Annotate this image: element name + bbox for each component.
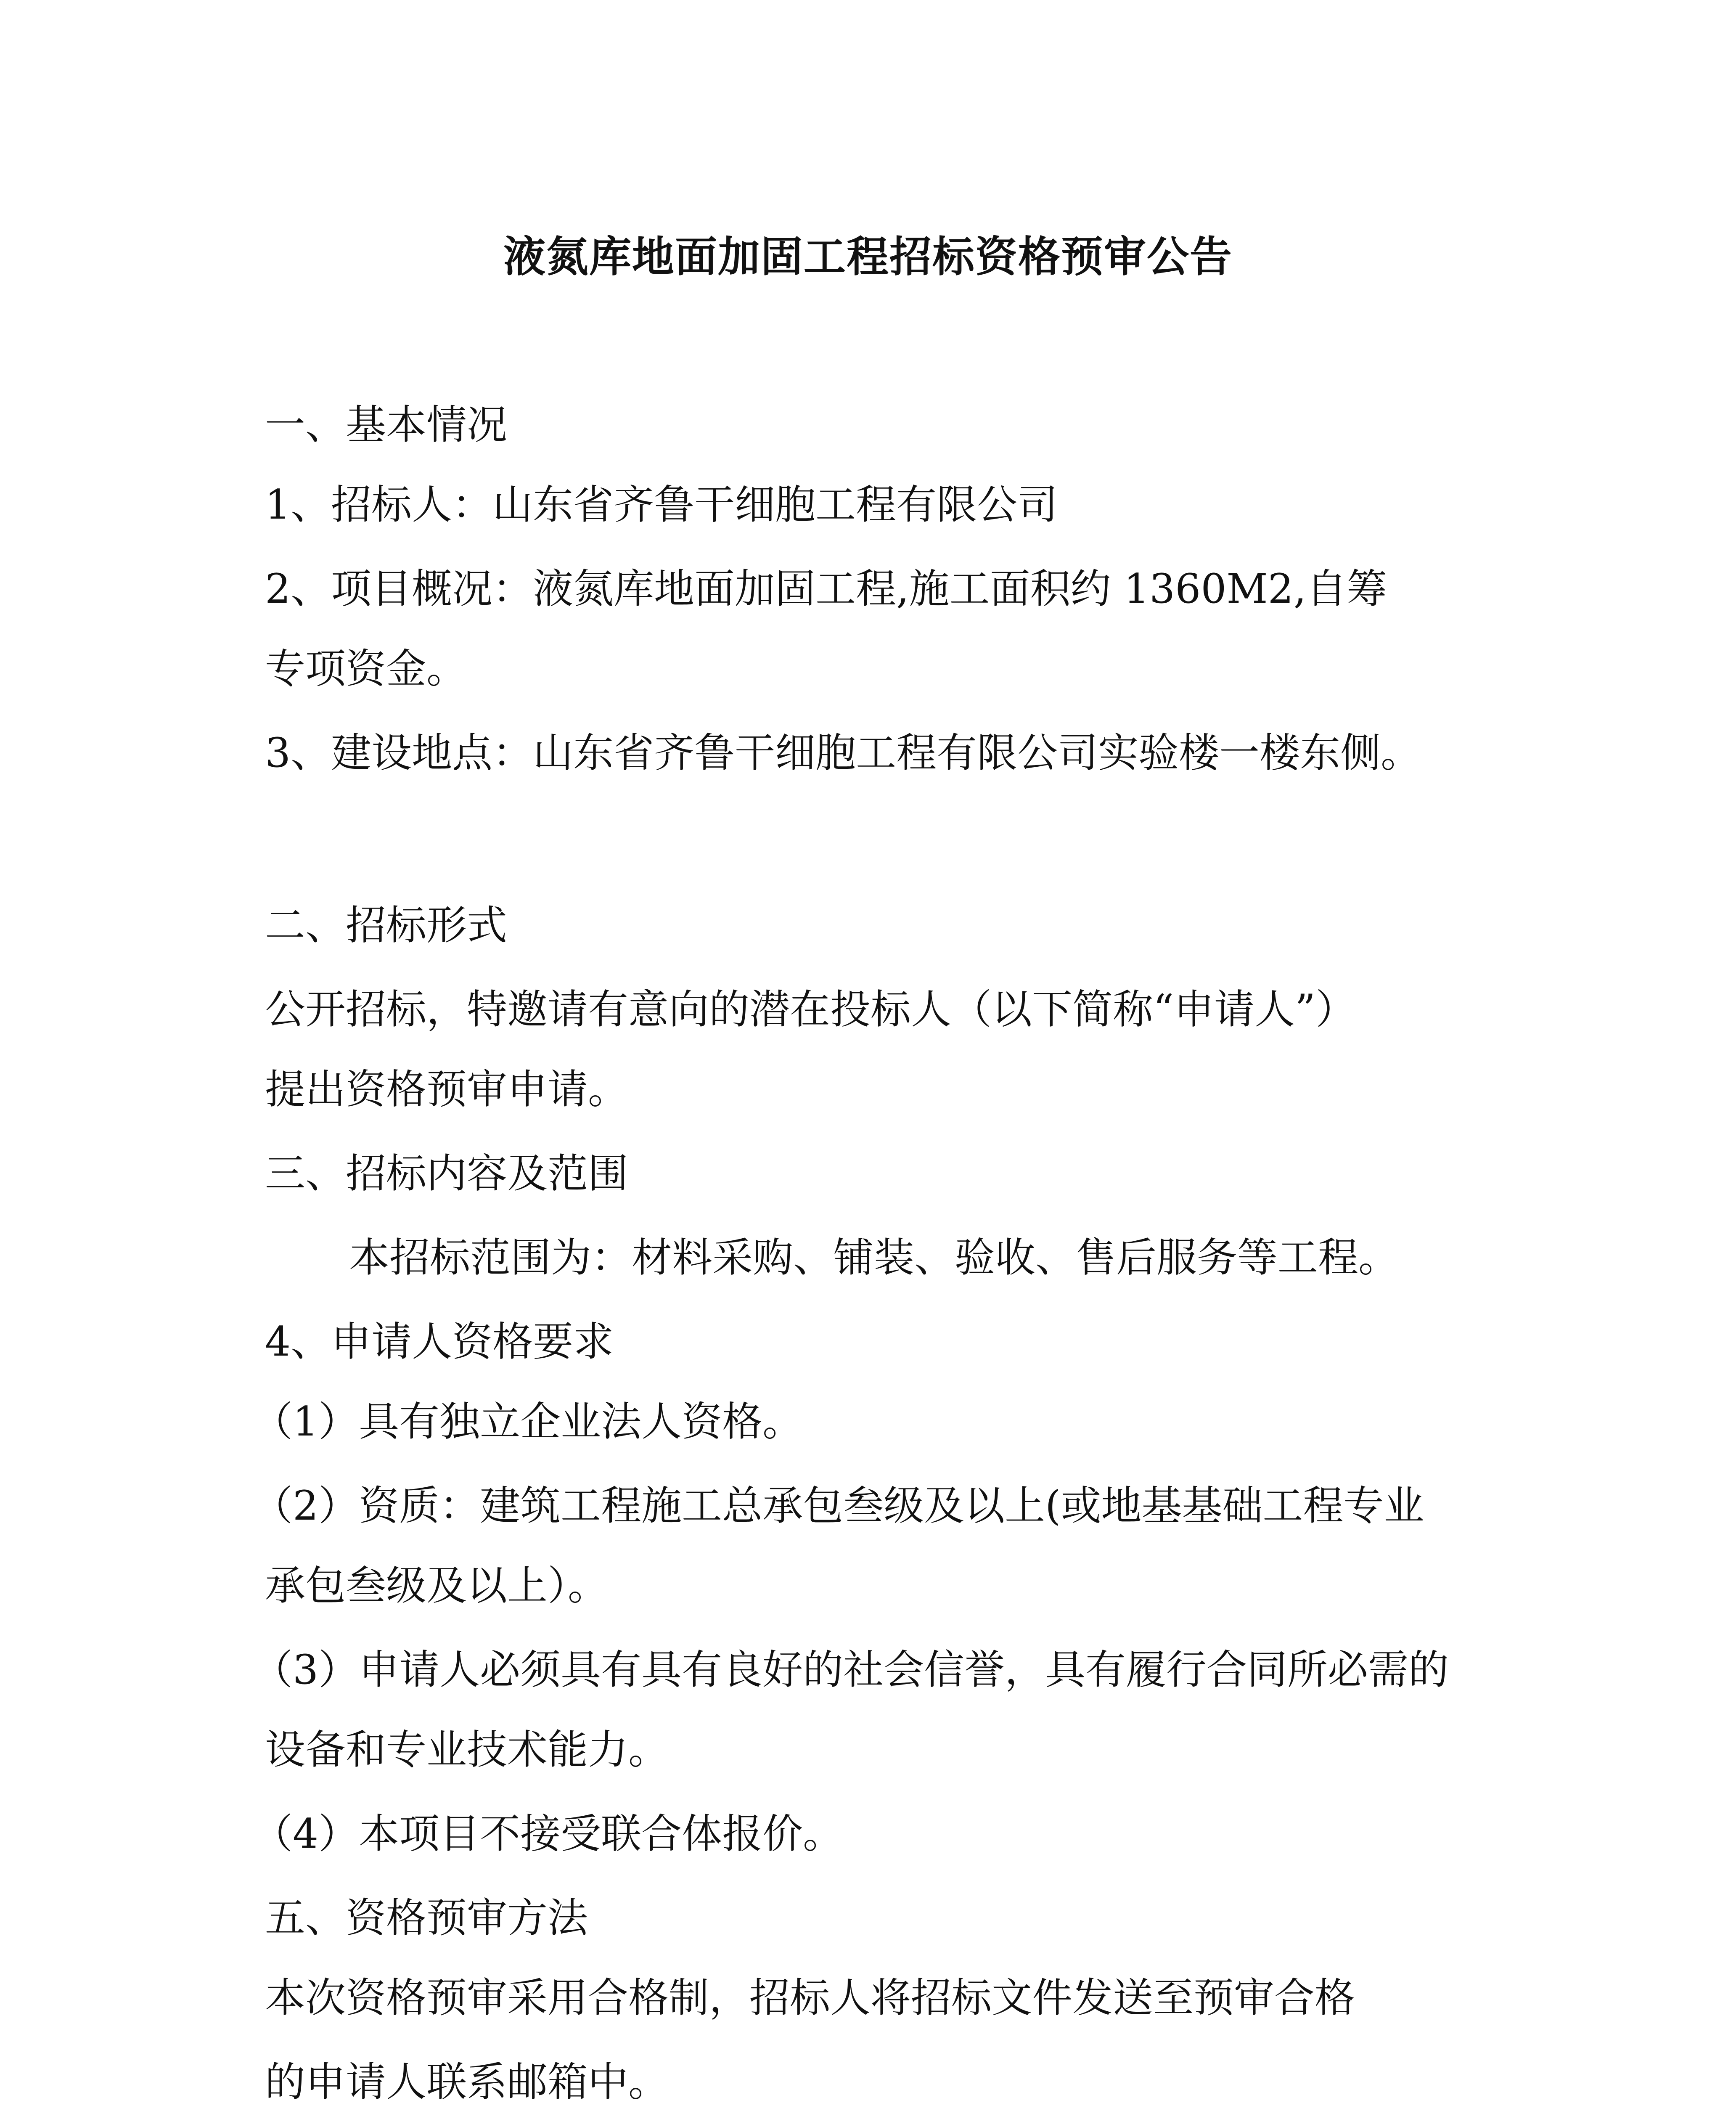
paragraph-project-overview: 2、项目概况：液氮库地面加固工程,施工面积约 1360M2,自筹 — [265, 565, 1387, 612]
section-heading-scope: 三、招标内容及范围 — [265, 1150, 628, 1197]
qualification-item-1: （1）具有独立企业法人资格。 — [252, 1398, 803, 1445]
paragraph-tenderer: 1、招标人：山东省齐鲁干细胞工程有限公司 — [265, 481, 1058, 528]
paragraph-public-tender: 公开招标，特邀请有意向的潜在投标人（以下简称“申请人”） — [265, 986, 1356, 1033]
paragraph-prequal-method-cont: 的申请人联系邮箱中。 — [265, 2058, 669, 2103]
qualification-item-2-cont: 承包叁级及以上）。 — [265, 1562, 608, 1609]
section-heading-basic-info: 一、基本情况 — [265, 401, 507, 448]
qualification-item-3-cont: 设备和专业技术能力。 — [265, 1726, 669, 1773]
qualification-item-4: （4）本项目不接受联合体报价。 — [252, 1810, 844, 1857]
paragraph-public-tender-cont: 提出资格预审申请。 — [265, 1066, 628, 1113]
section-heading-prequal-method: 五、资格预审方法 — [265, 1894, 588, 1941]
qualification-item-3: （3）申请人必须具有具有良好的社会信誉，具有履行合同所必需的 — [252, 1646, 1449, 1693]
paragraph-construction-site: 3、建设地点：山东省齐鲁干细胞工程有限公司实验楼一楼东侧。 — [265, 729, 1421, 776]
section-heading-tender-form: 二、招标形式 — [265, 902, 507, 949]
paragraph-scope: 本招标范围为：材料采购、铺装、验收、售后服务等工程。 — [349, 1234, 1399, 1281]
paragraph-project-overview-cont: 专项资金。 — [265, 645, 467, 692]
qualification-item-2: （2）资质：建筑工程施工总承包叁级及以上(或地基基础工程专业 — [252, 1482, 1424, 1529]
document-title: 液氮库地面加固工程招标资格预审公告 — [503, 232, 1233, 281]
section-heading-qualifications: 4、申请人资格要求 — [265, 1318, 614, 1365]
paragraph-prequal-method: 本次资格预审采用合格制，招标人将招标文件发送至预审合格 — [265, 1974, 1355, 2021]
